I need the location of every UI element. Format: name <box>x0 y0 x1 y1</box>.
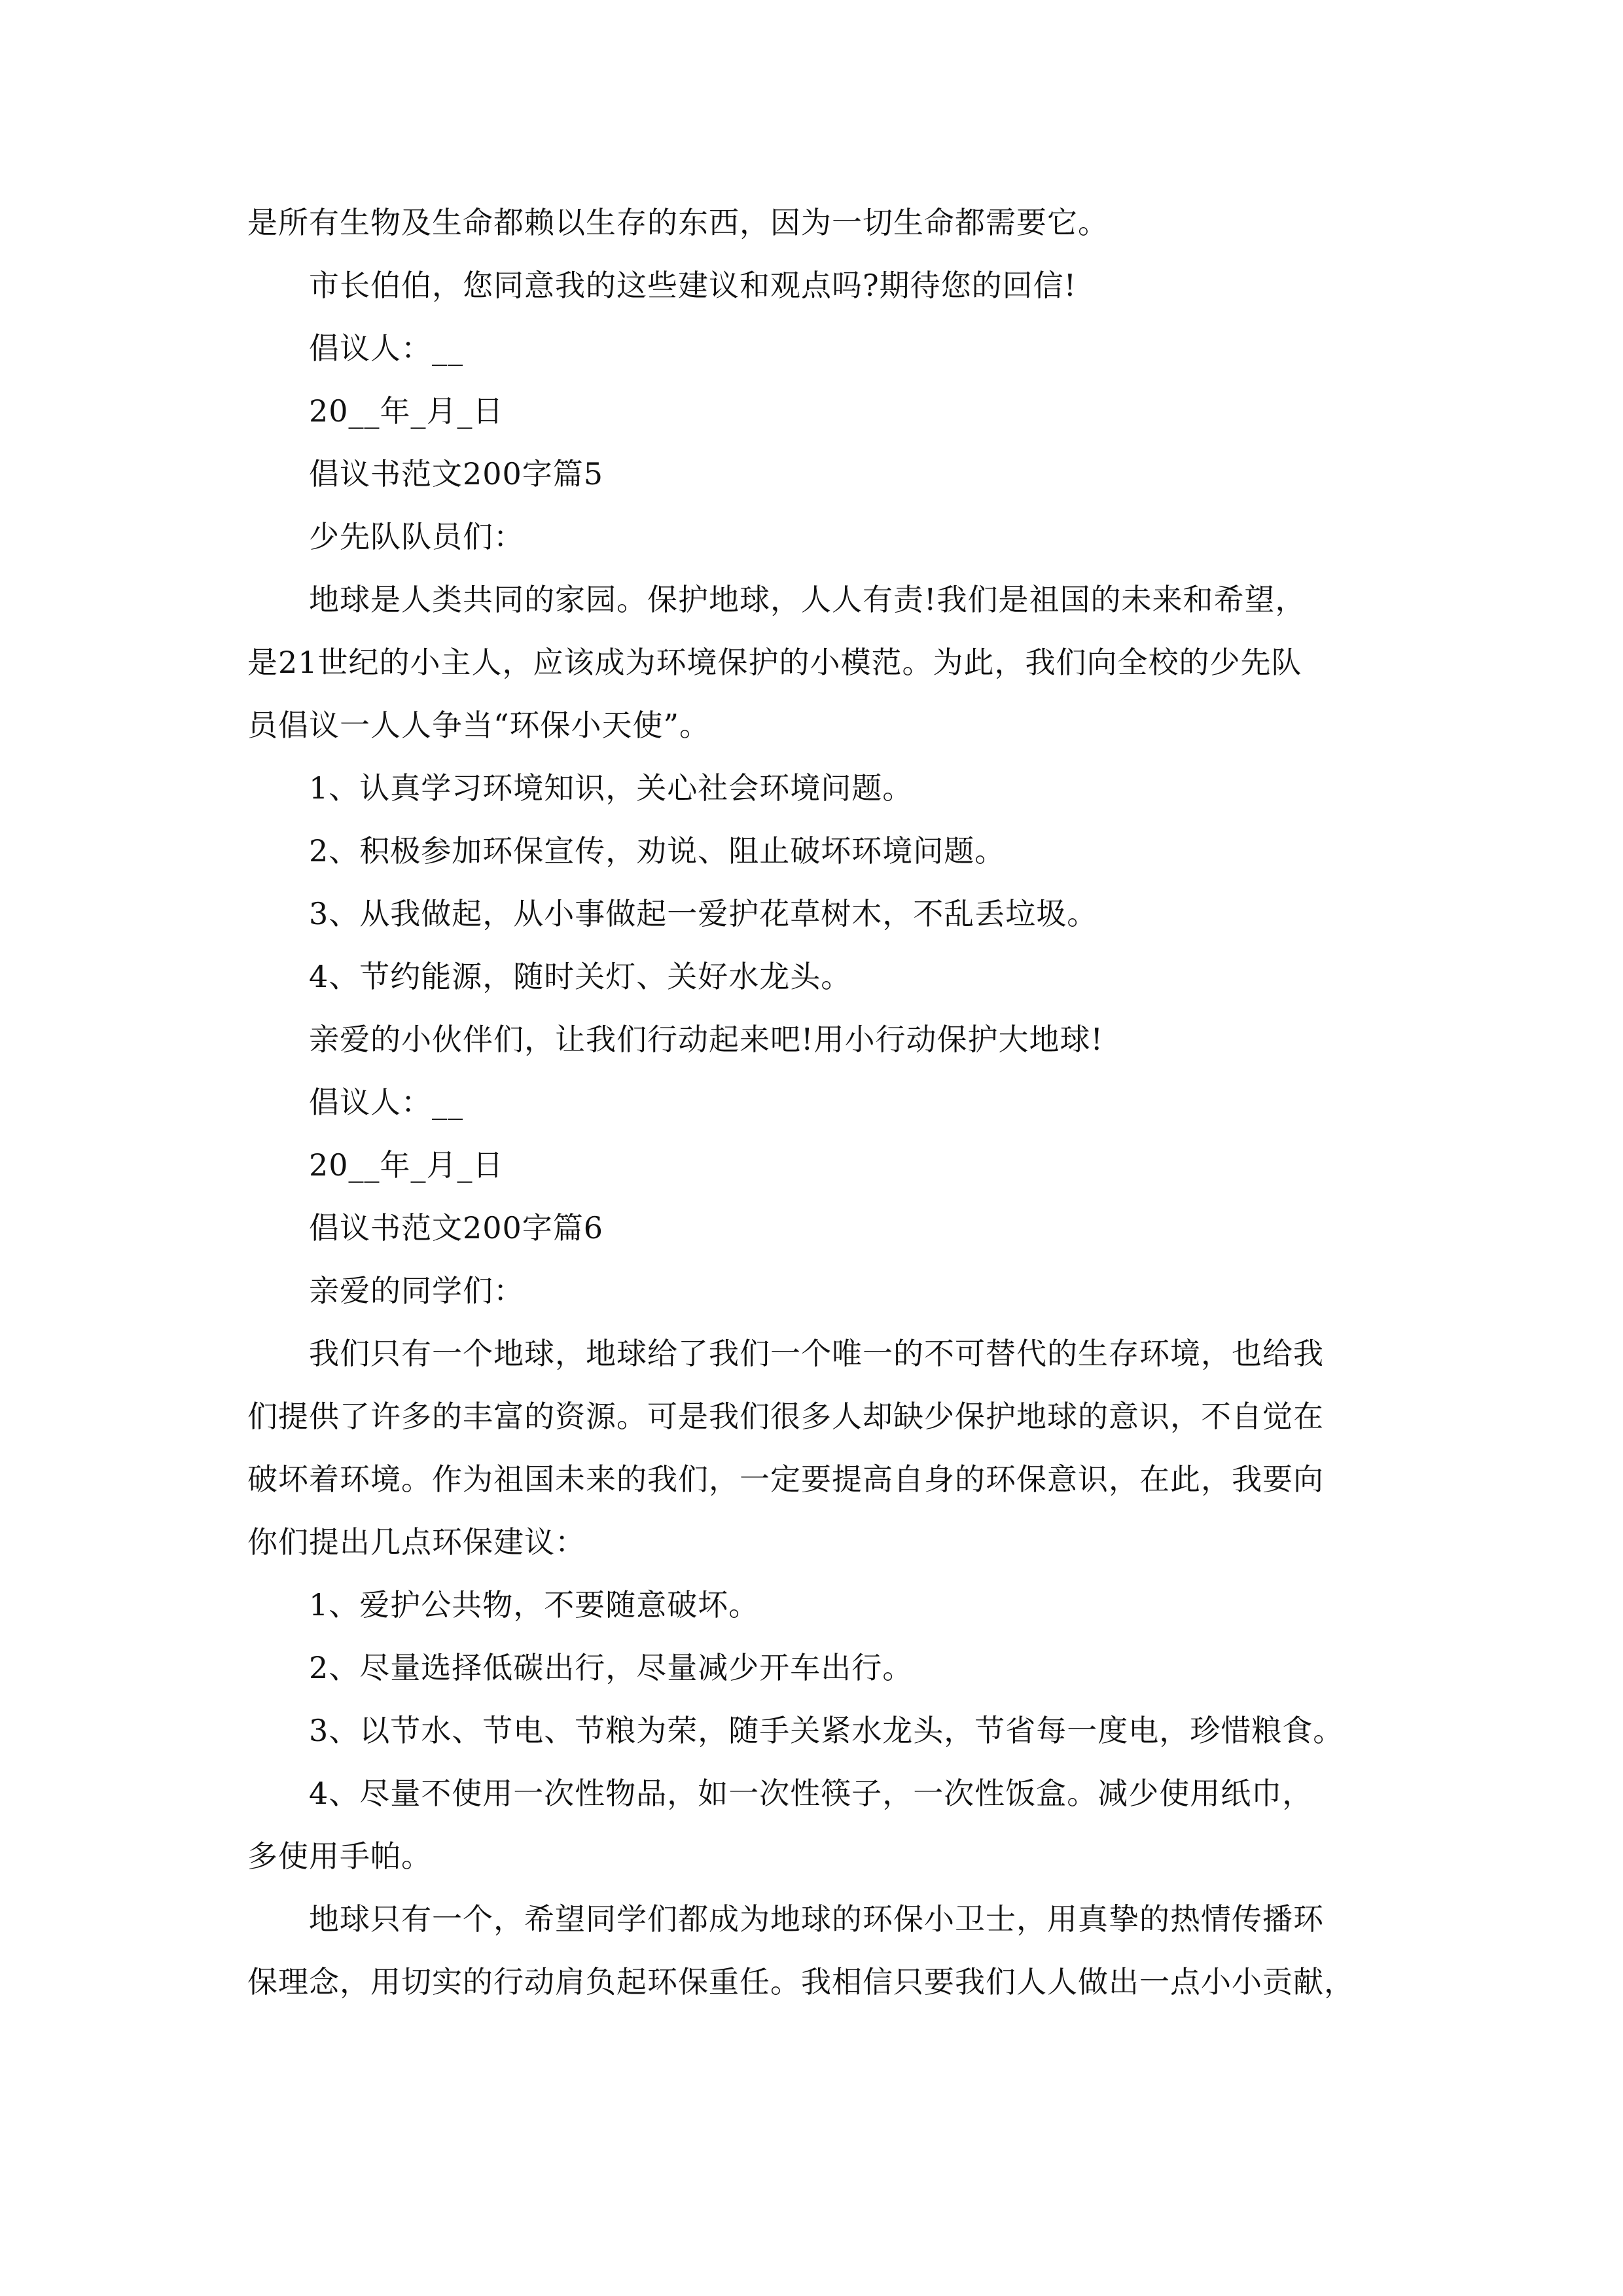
text-line-28: 地球只有一个，希望同学们都成为地球的环保小卫士，用真挚的热情传播环 <box>309 1901 1324 1937</box>
list-item-6-4: 4、尽量不使用一次性物品，如一次性筷子，一次性饭盒。减少使用纸巾， <box>309 1776 1313 1811</box>
text-line-20: 们提供了许多的丰富的资源。可是我们很多人却缺少保护地球的意识，不自觉在 <box>247 1399 1324 1434</box>
list-item-5-1: 1、认真学习环境知识，关心社会环境问题。 <box>309 770 914 806</box>
signature-line: 倡议人：__ <box>309 331 463 366</box>
text-line-1: 是所有生物及生命都赖以生存的东西，因为一切生命都需要它。 <box>247 205 1109 240</box>
text-line-7: 地球是人类共同的家园。保护地球，人人有责!我们是祖国的未来和希望， <box>309 582 1306 617</box>
list-item-6-2: 2、尽量选择低碳出行，尽量减少开车出行。 <box>309 1650 914 1685</box>
list-item-6-1: 1、爱护公共物，不要随意破坏。 <box>309 1587 760 1623</box>
date-line: 20__年_月_日 <box>309 393 504 429</box>
closing-line-5: 亲爱的小伙伴们，让我们行动起来吧!用小行动保护大地球! <box>309 1022 1103 1057</box>
text-line-9: 员倡议一人人争当“环保小天使”。 <box>247 708 711 743</box>
list-item-5-4: 4、节约能源，随时关灯、关好水龙头。 <box>309 959 852 994</box>
text-line-21: 破坏着环境。作为祖国未来的我们，一定要提高自身的环保意识，在此，我要向 <box>247 1462 1324 1497</box>
document-body <box>247 191 1399 2013</box>
date-line-5: 20__年_月_日 <box>309 1147 504 1183</box>
text-line-29: 保理念，用切实的行动肩负起环保重任。我相信只要我们人人做出一点小小贡献， <box>247 1964 1355 2000</box>
signature-line-5: 倡议人：__ <box>309 1085 463 1120</box>
text-line-22: 你们提出几点环保建议： <box>247 1524 586 1560</box>
list-item-5-3: 3、从我做起，从小事做起一爱护花草树木，不乱丢垃圾。 <box>309 896 1098 931</box>
list-item-5-2: 2、积极参加环保宣传，劝说、阻止破坏环境问题。 <box>309 833 1006 869</box>
text-line-19: 我们只有一个地球，地球给了我们一个唯一的不可替代的生存环境，也给我 <box>309 1336 1324 1371</box>
section-heading-5: 倡议书范文200字篇5 <box>309 456 604 492</box>
text-line-27: 多使用手帕。 <box>247 1839 432 1874</box>
list-item-6-3: 3、以节水、节电、节粮为荣，随手关紧水龙头，节省每一度电，珍惜粮食。 <box>309 1713 1344 1748</box>
text-line-8: 是21世纪的小主人，应该成为环境保护的小模范。为此，我们向全校的少先队 <box>247 645 1302 680</box>
section-heading-6: 倡议书范文200字篇6 <box>309 1210 604 1246</box>
salutation-5: 少先队队员们： <box>309 519 524 554</box>
salutation-6: 亲爱的同学们： <box>309 1273 524 1308</box>
text-line-2: 市长伯伯，您同意我的这些建议和观点吗?期待您的回信! <box>309 268 1077 303</box>
